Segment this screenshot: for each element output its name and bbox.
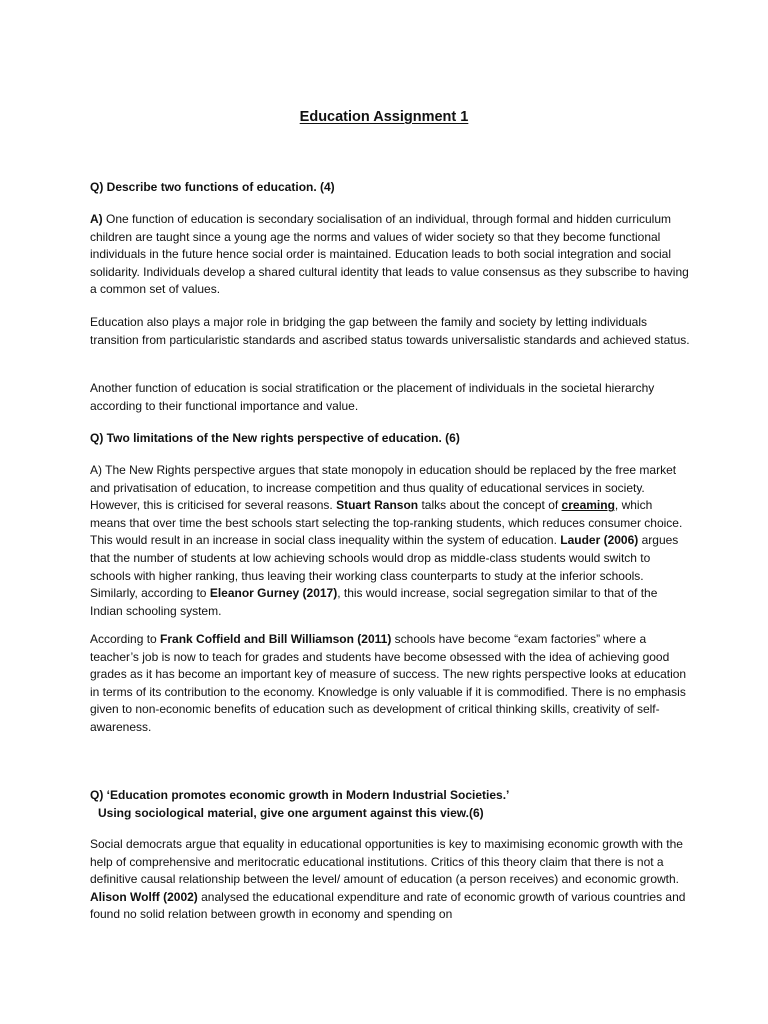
- citation-eleanor-gurney: Eleanor Gurney (2017): [209, 586, 338, 601]
- answer-3-text-b: analysed the educational expenditure and rate of economic growth of various countries and found no solid relation between growth in economy and spending on: [90, 889, 686, 922]
- citation-alison-wolff: Alison Wolff (2002): [90, 889, 198, 904]
- citation-coffield-williamson: Frank Coffield and Bill Williamson (2011): [160, 632, 392, 646]
- answer-3-paragraph-1: [90, 836, 690, 924]
- question-3-line-1: Q) ‘Education promotes economic growth in Modern Industrial Societies.’: [90, 788, 510, 802]
- question-3: [90, 787, 690, 822]
- answer-2-paragraph-2: [90, 631, 690, 737]
- term-creaming: creaming: [561, 498, 615, 513]
- answer-1-paragraph-1: [90, 211, 690, 299]
- document-title: Education Assignment 1: [299, 109, 469, 125]
- answer-2-paragraph-1: [90, 462, 690, 620]
- question-3-line-2: Using sociological material, give one argument against this view.(6): [98, 805, 484, 820]
- citation-stuart-ranson: Stuart Ranson: [336, 498, 419, 513]
- answer-2b-text-b: schools have become “exam factories” where a teacher’s job is now to teach for grades and students have become obsessed with the idea of achieving good grades as it has become an important key of measure of success. The new rights perspective looks at education in terms of its contribution to the economy. Knowledge is only valuable if it is commodified. There is no emphasis given to non-economic benefits of education such as development of critical thinking skills, creativity of self-awareness.: [90, 632, 687, 734]
- answer-1-paragraph-3: Another function of education is social stratification or the placement of individuals in the societal hierarchy according to their functional importance and value.: [90, 381, 655, 413]
- answer-2-text-b: talks about the concept of: [418, 498, 562, 513]
- answer-label: A): [90, 212, 103, 226]
- citation-lauder: Lauder (2006): [560, 533, 639, 548]
- answer-2b-text-a: According to: [90, 632, 161, 646]
- answer-2-text-a: A) The New Rights perspective argues that state monopoly in education should be replaced by the free market and privatisation of education, to increase competition and thus quality of educational services in society. However, this is criticised for several reasons.: [90, 463, 677, 513]
- question-1: Q) Describe two functions of education. (4): [90, 180, 335, 194]
- answer-2-text-d: argues that the number of students at low achieving schools would drop as middle-class students would switch to schools with higher ranking, thus leaving their working class counterparts to study at the inferior schools. Similarly, according to: [90, 533, 679, 601]
- answer-3-text-a: Social democrats argue that equality in educational opportunities is key to maximising economic growth with the help of comprehensive and meritocratic educational institutions. Critics of this theory claim that there is not a definitive causal relationship between the level/ amount of education (a person receives) and economic growth.: [90, 837, 683, 887]
- question-2: Q) Two limitations of the New rights perspective of education. (6): [90, 431, 460, 445]
- answer-1-paragraph-2: Education also plays a major role in bridging the gap between the family and society by letting individuals transition from particularistic standards and ascribed status towards universalistic standards and achieved status.: [90, 315, 690, 347]
- answer-2-text-e: , this would increase, social segregation similar to that of the Indian schooling system.: [90, 586, 658, 618]
- answer-2-text-c: , which means that over time the best schools start selecting the top-ranking students, which reduces consumer choice. This would result in an increase in social class inequality within the system of education.: [90, 498, 683, 548]
- answer-1-text: One function of education is secondary socialisation of an individual, through formal and hidden curriculum children are taught since a young age the norms and values of wider society so that they become functional individuals in the future hence social order is maintained. Education leads to both social integration and social solidarity. Individuals develop a shared cultural identity that leads to value consensus as they subscribe to having a common set of values.: [90, 212, 689, 297]
